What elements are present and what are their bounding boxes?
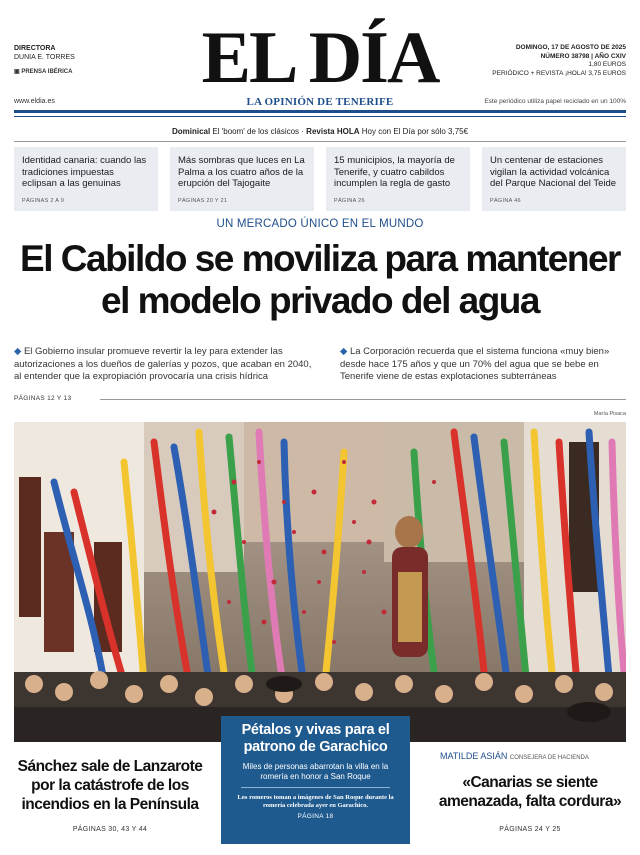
teaser-text: Más sombras que luces en La Palma a los cuatro años de la erupción del Tajogaite	[178, 155, 305, 189]
teaser-page: PÁGINA 26	[334, 198, 365, 204]
photo-story-subtitle: Miles de personas abarrotan la villa en la romería en honor a San Roque	[242, 762, 389, 781]
teaser-text: Identidad canaria: cuando las tradiciones impuestas eclipsan a las genuinas	[22, 155, 147, 189]
photo-story-rule	[241, 787, 390, 788]
author-role: CONSEJERA DE HACIENDA	[509, 755, 589, 761]
promo-hola: Revista HOLA	[306, 127, 360, 136]
photo-story-page: PÁGINA 18	[297, 813, 334, 820]
teaser-card[interactable]	[482, 147, 626, 211]
romeria-illustration	[14, 422, 626, 742]
author-name: MATILDE ASIÁN	[440, 751, 508, 761]
newspaper-tagline: LA OPINIÓN DE TENERIFE	[246, 96, 394, 108]
right-story-author	[440, 751, 589, 761]
main-headline[interactable]: El Cabildo se moviliza para mantener el modelo privado del agua	[20, 238, 620, 321]
issue-price: 1,80 EUROS	[588, 61, 626, 68]
masthead-rule	[14, 110, 626, 113]
left-story-pages: PÁGINAS 30, 43 Y 44	[72, 826, 148, 833]
teaser-page: PÁGINAS 2 A 9	[22, 198, 65, 204]
issue-info	[492, 44, 626, 78]
issue-date: DOMINGO, 17 DE AGOSTO DE 2025	[515, 44, 626, 51]
right-story-pages: PÁGINAS 24 Y 25	[499, 826, 561, 833]
photo-story-title: Pétalos y vivas para el patrono de Garachico	[241, 722, 390, 755]
newspaper-logo: EL DÍA	[201, 17, 439, 99]
teaser-text: 15 municipios, la mayoría de Tenerife, y cuatro cabildos incumplen la regla de gasto	[334, 155, 455, 189]
main-subhead-right: ◆ La Corporación recuerda que el sistema funciona «muy bien» desde hace 175 años y que un 70% del agua que se bebe en Tenerife viene de estas explotaciones subterráneas	[340, 346, 610, 382]
teaser-card[interactable]	[14, 147, 158, 211]
masthead-thin-rule	[14, 116, 626, 117]
main-pages: PÁGINAS 12 Y 13	[14, 395, 72, 402]
right-story-headline[interactable]: «Canarias se siente amenazada, falta cordura»	[438, 774, 622, 810]
main-kicker: UN MERCADO ÚNICO EN EL MUNDO	[216, 218, 424, 230]
teaser-page: PÁGINA 46	[490, 198, 521, 204]
promo-strip: Dominical El 'boom' de los clásicos · Revista HOLA Hoy con El Día por sólo 3,75€	[171, 127, 469, 136]
photo-story-caption: Los romeros toman a imágenes de San Roque durante la romería celebrada ayer en Garachico.	[237, 794, 394, 809]
press-group: ▣ PRENSA IBÉRICA	[14, 69, 73, 75]
teaser-card[interactable]	[170, 147, 314, 211]
romeria-photo	[14, 422, 626, 742]
issue-number: NÚMERO 38798 | AÑO CXIV	[540, 52, 626, 60]
promo-rule	[14, 141, 626, 142]
teaser-card[interactable]	[326, 147, 470, 211]
main-rule	[100, 399, 626, 400]
teaser-page: PÁGINAS 20 Y 21	[178, 198, 228, 204]
press-group-icon: ▣	[14, 69, 22, 75]
bullet-diamond-icon: ◆	[14, 346, 22, 357]
photo-story-box[interactable]	[221, 716, 410, 844]
teaser-text: Un centenar de estaciones vigilan la actividad volcánica del Parque Nacional del Teide	[490, 155, 617, 189]
left-story-headline[interactable]: Sánchez sale de Lanzarote por la catástrofe de los incendios en la Península	[17, 758, 203, 813]
director-label: DIRECTORA	[14, 45, 56, 52]
recycled-paper-note: Este periódico utiliza papel reciclado en un 100%	[484, 98, 626, 105]
main-subhead-left: ◆ El Gobierno insular promueve revertir la ley para extender las autorizaciones a los dueños de galerías y pozos, que acaban en 2040, al entender que la expropiación provocaría una crisis hídrica	[14, 346, 312, 382]
director-name: DUNIA E. TORRES	[14, 54, 75, 61]
site-url[interactable]: www.eldia.es	[14, 98, 55, 105]
issue-bundle: PERIÓDICO + REVISTA ¡HOLA! 3,75 EUROS	[492, 69, 626, 77]
promo-dominical: Dominical	[171, 127, 211, 136]
bullet-diamond-icon: ◆	[340, 346, 348, 357]
photo-credit: María Pisaca	[593, 411, 626, 417]
